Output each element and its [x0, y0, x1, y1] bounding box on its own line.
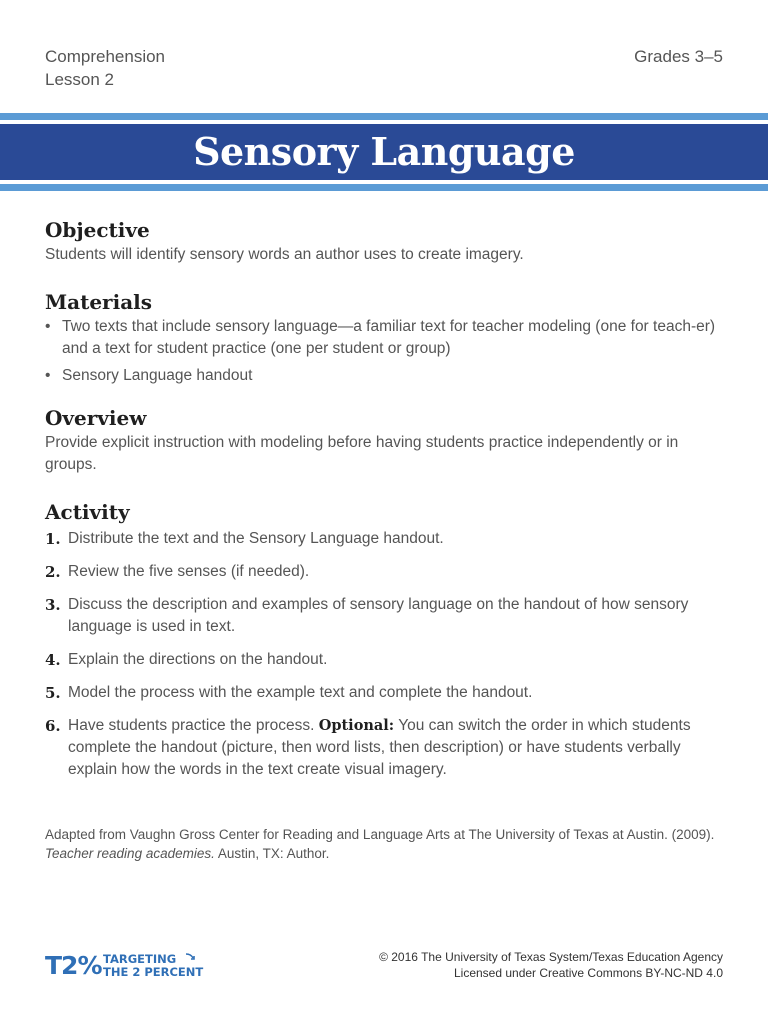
materials-heading: Materials	[45, 290, 153, 314]
overview-text: Provide explicit instruction with modeling before having students practice independently or in groups.	[45, 434, 679, 473]
list-item: • Two texts that include sensory language—a familiar text for teacher modeling (one for teach-er) and a text for student practice (one per student or group)	[45, 318, 716, 357]
title-banner	[0, 113, 768, 191]
activity-step: 4. Explain the directions on the handout.	[45, 651, 328, 669]
activity-step: 2. Review the five senses (if needed).	[45, 563, 310, 581]
overview-section	[45, 404, 725, 476]
bullet-icon: •	[45, 367, 51, 384]
activity-step: 1. Distribute the text and the Sensory Language handout.	[45, 530, 444, 548]
step-number: 5.	[45, 684, 61, 702]
bullet-icon: •	[45, 318, 51, 335]
lesson-content	[45, 216, 725, 803]
arrow-icon	[185, 951, 197, 966]
header-left	[45, 45, 165, 91]
activity-heading: Activity	[45, 500, 130, 524]
activity-step: 6. Have students practice the process. Optional: You can switch the order in which students complete the handout (picture, then word lists, then description) or have students verbally explain how the words in the text create visual imagery.	[45, 717, 691, 778]
activity-step: 3. Discuss the description and examples of sensory language on the handout of how sensory language is used in text.	[45, 596, 689, 635]
logo-word-bottom: THE 2 PERCENT	[103, 965, 204, 979]
activity-section	[45, 498, 725, 781]
citation: Adapted from Vaughn Gross Center for Reading and Language Arts at The University of Texas at Austin. (2009). Teacher reading academies. Austin, TX: Author.	[45, 827, 715, 861]
objective-section	[45, 216, 725, 266]
step-number: 6.	[45, 717, 61, 735]
activity-step: 5. Model the process with the example text and complete the handout.	[45, 684, 533, 702]
step-number: 2.	[45, 563, 61, 581]
lesson-label: Lesson 2	[45, 70, 114, 89]
objective-text: Students will identify sensory words an author uses to create imagery.	[45, 246, 524, 263]
list-item: • Sensory Language handout	[45, 365, 725, 387]
page-title: Sensory Language	[193, 129, 575, 174]
logo-word-top: TARGETING	[103, 952, 177, 966]
subject-label: Comprehension	[45, 47, 166, 66]
grades-label: Grades 3–5	[634, 47, 723, 66]
step-number: 4.	[45, 651, 61, 669]
materials-section	[45, 288, 725, 387]
banner-bottom-stripe	[0, 184, 768, 191]
activity-steps	[45, 528, 725, 781]
banner-top-stripe	[0, 113, 768, 120]
optional-label: Optional:	[318, 717, 395, 734]
logo-mark: T2%	[45, 951, 102, 980]
objective-heading: Objective	[45, 218, 150, 242]
step-number: 3.	[45, 596, 61, 614]
copyright-notice: © 2016 The University of Texas System/Texas Education Agency Licensed under Creative Commons BY-NC-ND 4.0	[379, 950, 723, 980]
citation-title: Teacher reading academies.	[45, 846, 215, 861]
overview-heading: Overview	[45, 406, 147, 430]
step-number: 1.	[45, 530, 61, 548]
materials-list	[45, 316, 725, 387]
